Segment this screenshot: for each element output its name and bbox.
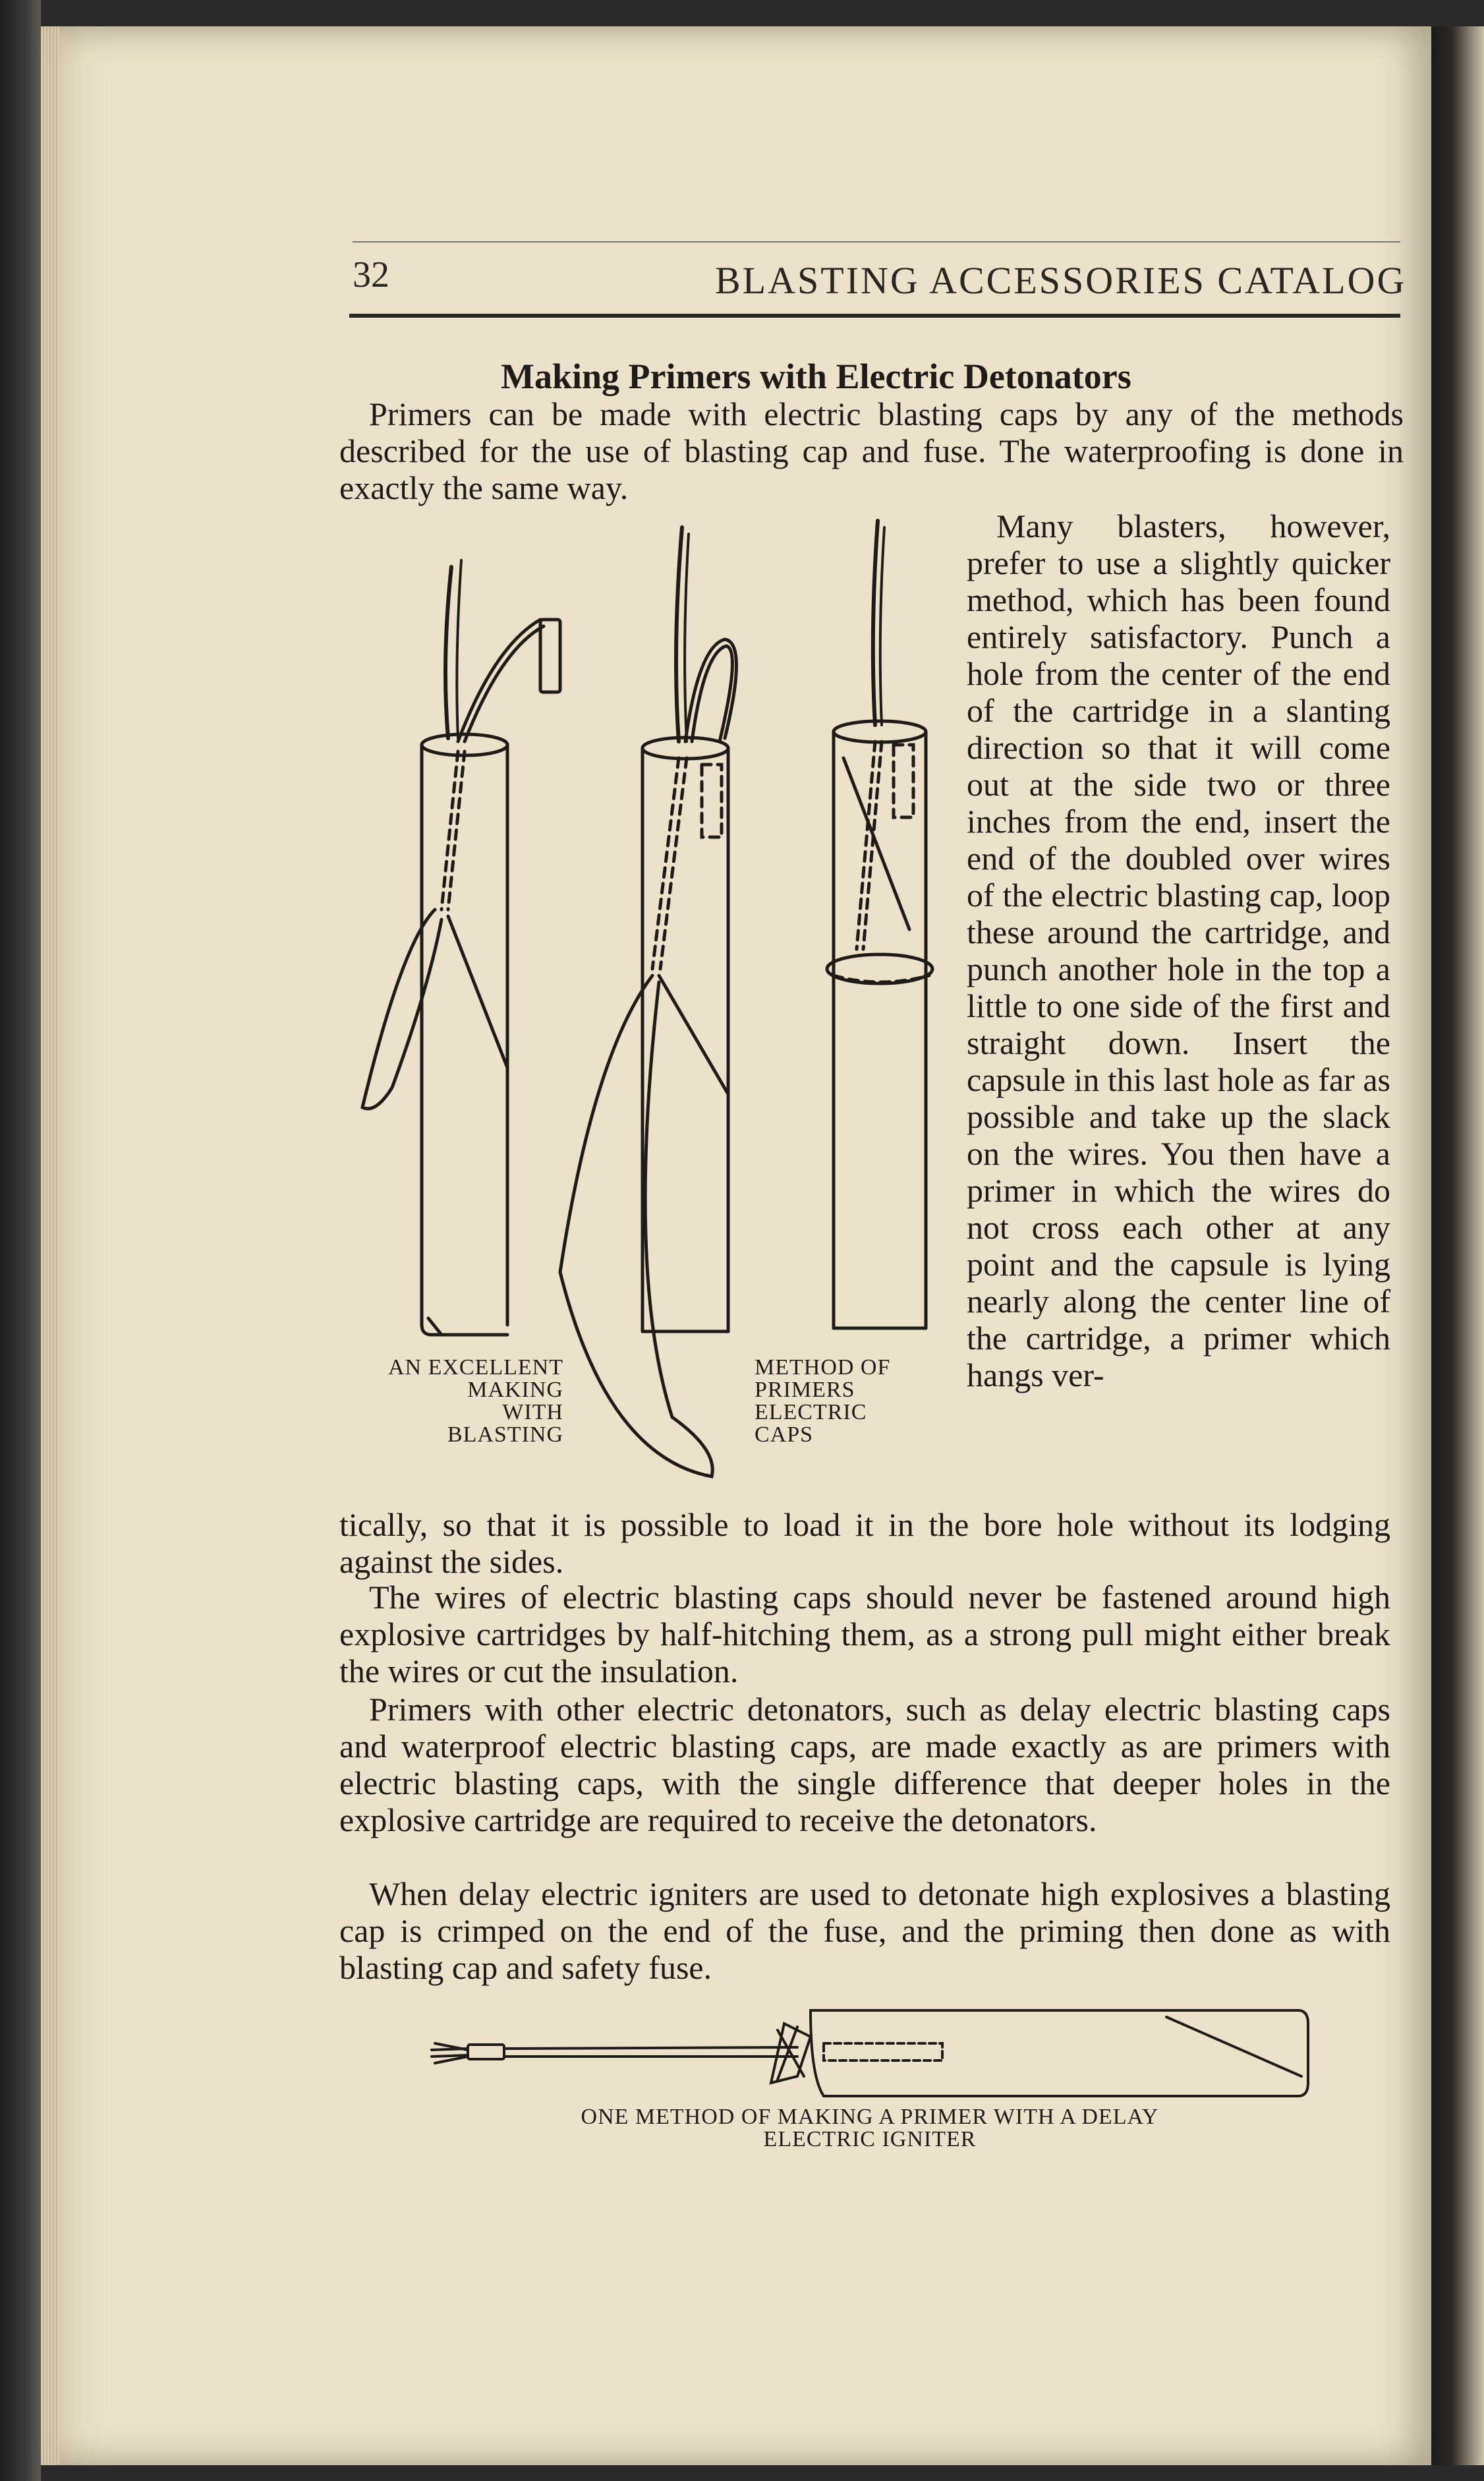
- caption-line: ONE METHOD OF MAKING A PRIMER WITH A DELAY: [581, 2105, 1159, 2129]
- book-spine: [0, 0, 41, 2481]
- paragraph-1: Primers can be made with electric blasting caps by any of the methods described for the use of blasting cap and fuse. The waterproofing is done in exactly the same way.: [339, 395, 1404, 506]
- caption-line: ELECTRIC IGNITER: [763, 2127, 977, 2151]
- figure2-caption: [461, 2106, 1278, 2151]
- caption-line: WITH: [502, 1400, 563, 1424]
- caption-line: AN EXCELLENT: [387, 1355, 563, 1380]
- paragraph-5: Primers with other electric detonators, such as delay electric blasting caps and waterproof electric blasting caps, are made exactly as are primers with electric blasting caps, with the single difference that deeper holes in the explosive cartridge are required to receive the detonators.: [339, 1691, 1390, 1838]
- caption-line: BLASTING: [447, 1422, 563, 1447]
- running-head: BLASTING ACCESSORIES CATALOG: [715, 259, 1407, 302]
- cartridge-3: [827, 521, 932, 1328]
- section-title: Making Primers with Electric Detonators: [501, 357, 1131, 396]
- paragraph-3: tically, so that it is possible to load it in the bore hole without its lodging against the sides.: [339, 1506, 1390, 1580]
- caption-line: CAPS: [755, 1422, 814, 1447]
- cartridge-1: [362, 560, 560, 1335]
- caption-line: METHOD OF: [755, 1355, 891, 1380]
- paragraph-2: Many blasters, however, prefer to use a slightly quicker method, which has been found entirely satisfactory. Punch a hole from the center of the end of the cartridge in a slanting direction so that it will come out at the side two or three inches from the end, insert the end of the doubled over wires of the electric blasting cap, loop these around the cartridge, and punch another hole in the top a little to one side of the first and straight down. Insert the capsule in this last hole as far as possible and take up the slack on the wires. You then have a primer in which the wires do not cross each other at any point and the capsule is lying nearly along the center line of the cartridge, a primer which hangs ver-: [967, 508, 1390, 1393]
- delay-igniter-illustration: [428, 1997, 1311, 2116]
- caption-line: ELECTRIC: [755, 1400, 867, 1424]
- primer-illustration: [343, 514, 956, 1503]
- page-edges: [41, 26, 59, 2465]
- figure1-caption-right: [755, 1357, 946, 1446]
- header-rule: [349, 314, 1400, 318]
- paragraph-6: When delay electric igniters are used to detonate high explosives a blasting cap is crimped on the end of the fuse, and the priming then done as with blasting cap and safety fuse.: [339, 1875, 1390, 1986]
- page-number: 32: [353, 254, 389, 295]
- cartridge-2: [560, 527, 737, 1476]
- caption-line: PRIMERS: [755, 1378, 855, 1402]
- paragraph-4: The wires of electric blasting caps should never be fastened around high explosive cartridges by half-hitching them, as a strong pull might either break the wires or cut the insulation.: [339, 1579, 1390, 1689]
- figure1-caption-left: [339, 1357, 563, 1446]
- caption-line: MAKING: [467, 1378, 563, 1402]
- next-page-edge: [1431, 26, 1484, 2465]
- header-thin-rule: [353, 241, 1400, 243]
